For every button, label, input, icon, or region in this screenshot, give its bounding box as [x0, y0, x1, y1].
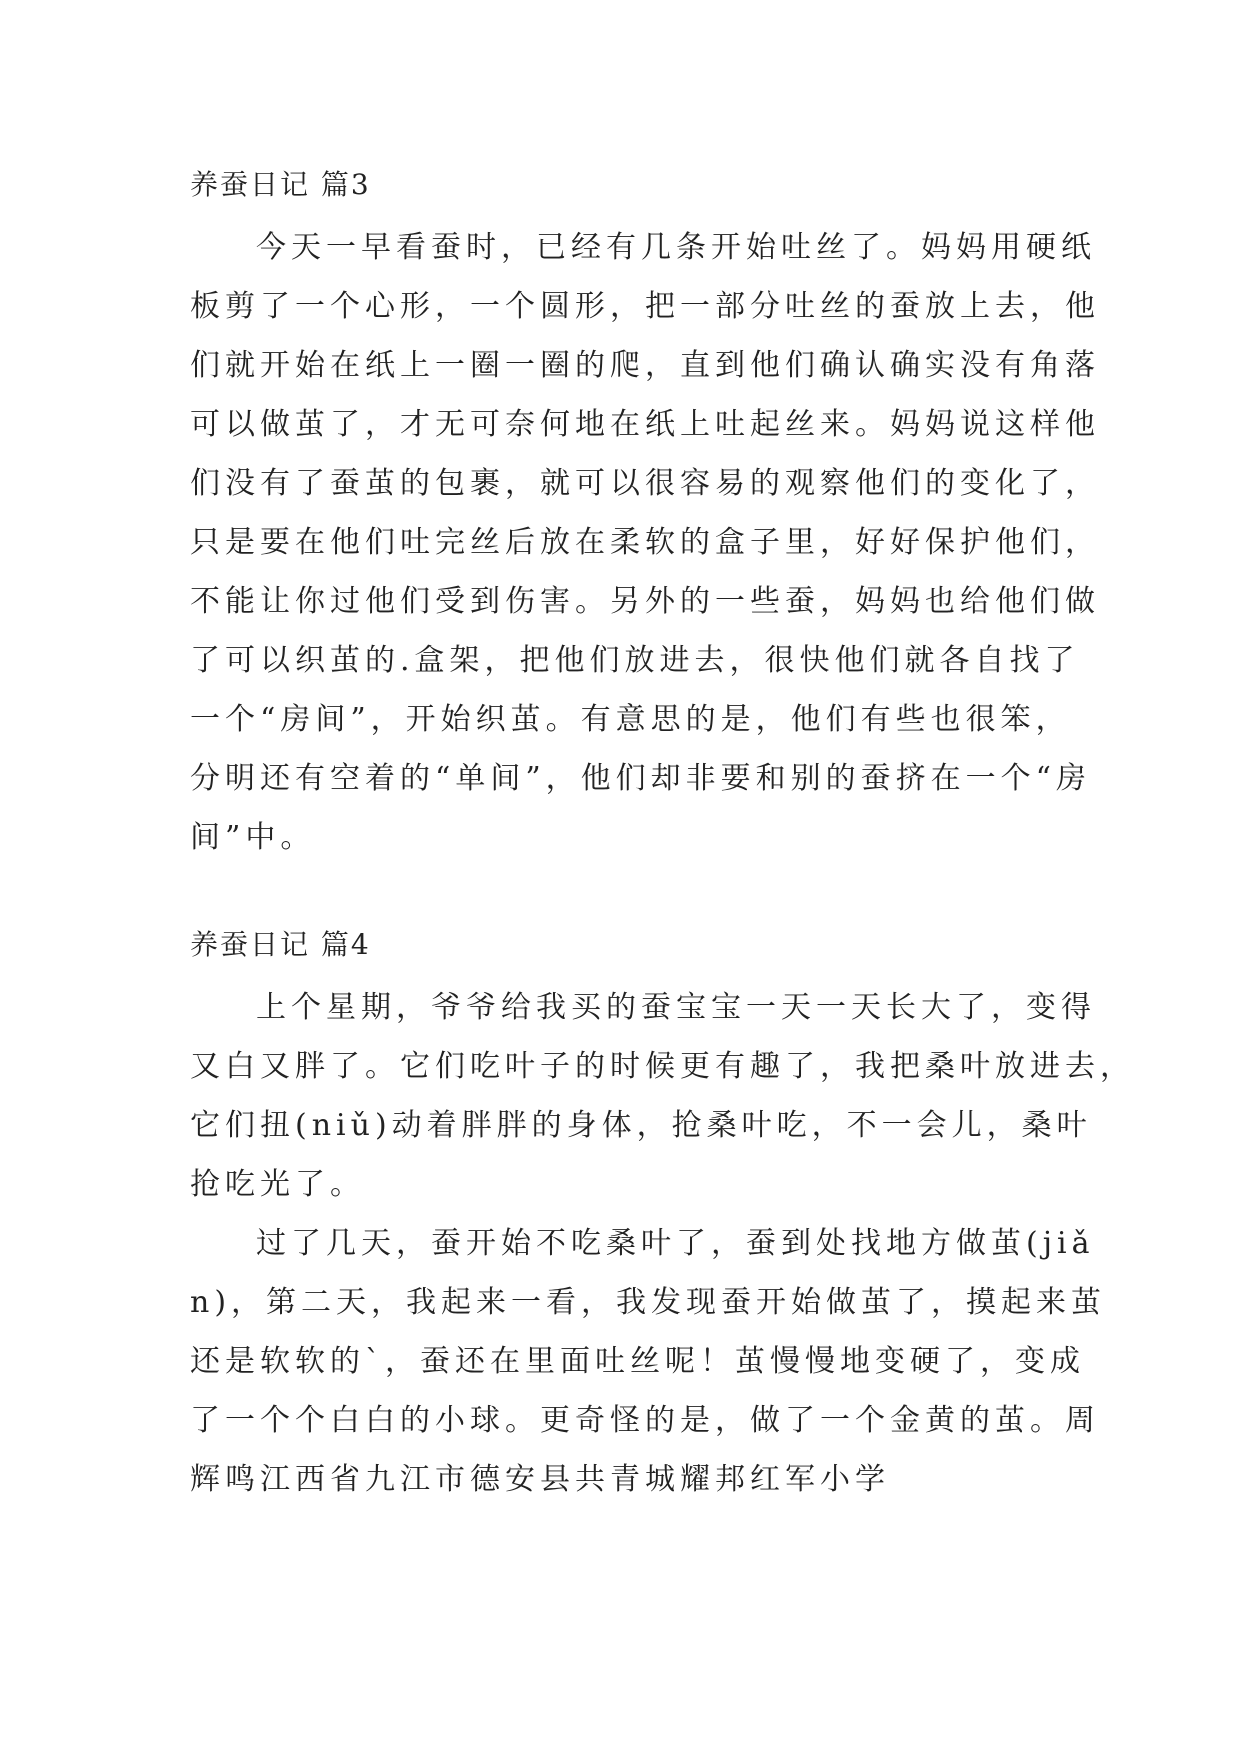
text-line: 了可以织茧的.盒架，把他们放进去，很快他们就各自找了	[190, 643, 1080, 678]
text-line: 一个“房间”，开始织茧。有意思的是，他们有些也很笨，	[190, 702, 1071, 737]
text-line: 不能让你过他们受到伤害。另外的一些蚕，妈妈也给他们做	[190, 584, 1100, 619]
text-line: 辉鸣江西省九江市德安县共青城耀邦红军小学	[190, 1462, 890, 1497]
entry-heading: 养蚕日记 篇4	[190, 928, 371, 961]
paragraph	[190, 218, 1100, 867]
text-line: 间”中。	[190, 820, 316, 855]
text-line: 上个星期，爷爷给我买的蚕宝宝一天一天长大了，变得	[256, 990, 1096, 1025]
text-line: 板剪了一个心形，一个圆形，把一部分吐丝的蚕放上去，他	[190, 289, 1100, 324]
text-line: 它们扭(niǔ)动着胖胖的身体，抢桑叶吃，不一会儿，桑叶	[190, 1108, 1092, 1143]
paragraph	[190, 978, 1135, 1214]
paragraph	[190, 1214, 1107, 1509]
text-line: 们就开始在纸上一圈一圈的爬，直到他们确认确实没有角落	[190, 348, 1100, 383]
text-line: 抢吃光了。	[190, 1167, 365, 1202]
text-line: 可以做茧了，才无可奈何地在纸上吐起丝来。妈妈说这样他	[190, 407, 1100, 442]
diary-entry-4	[190, 920, 1135, 1509]
diary-entry-3	[190, 160, 1100, 867]
text-line: 今天一早看蚕时，已经有几条开始吐丝了。妈妈用硬纸	[256, 230, 1096, 265]
text-line: 又白又胖了。它们吃叶子的时候更有趣了，我把桑叶放进去，	[190, 1049, 1135, 1084]
text-line: 过了几天，蚕开始不吃桑叶了，蚕到处找地方做茧(jiǎ	[256, 1226, 1095, 1261]
text-line: n)，第二天，我起来一看，我发现蚕开始做茧了，摸起来茧	[190, 1285, 1107, 1320]
text-line: 还是软软的`，蚕还在里面吐丝呢！茧慢慢地变硬了，变成	[190, 1344, 1085, 1379]
entry-heading: 养蚕日记 篇3	[190, 168, 371, 201]
text-line: 分明还有空着的“单间”，他们却非要和别的蚕挤在一个“房	[190, 761, 1092, 796]
text-line: 们没有了蚕茧的包裹，就可以很容易的观察他们的变化了，	[190, 466, 1100, 501]
text-line: 只是要在他们吐完丝后放在柔软的盒子里，好好保护他们，	[190, 525, 1100, 560]
text-line: 了一个个白白的小球。更奇怪的是，做了一个金黄的茧。周	[190, 1403, 1100, 1438]
